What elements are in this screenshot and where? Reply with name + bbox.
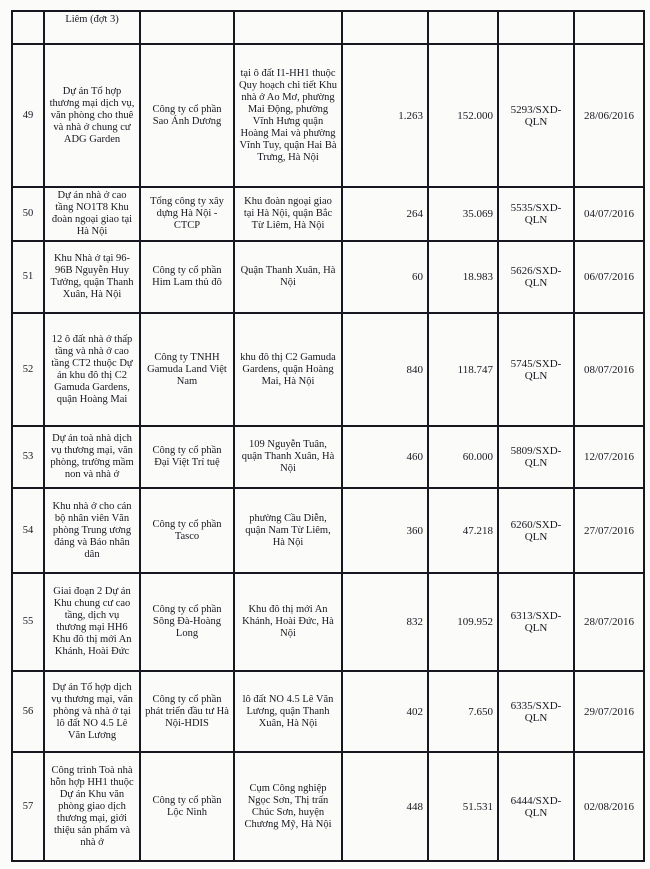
- project-name-cell: Liêm (đợt 3): [44, 11, 140, 44]
- project-table-body: [12, 11, 644, 861]
- quantity-cell: 60: [342, 241, 428, 313]
- date-cell: 06/07/2016: [574, 241, 644, 313]
- amount-cell: 152.000: [428, 44, 498, 187]
- document-number-cell: 5745/SXD-QLN: [498, 313, 574, 426]
- row-number-cell: 54: [12, 488, 44, 573]
- table-row: [12, 573, 644, 671]
- document-number-cell: 6260/SXD-QLN: [498, 488, 574, 573]
- address-cell: Khu đoàn ngoại giao tại Hà Nội, quận Bắc Từ Liêm, Hà Nội: [234, 187, 342, 241]
- project-name-cell: Giai đoạn 2 Dự án Khu chung cư cao tầng, dịch vụ thương mại HH6 Khu đô thị mới An Khánh, Hoài Đức: [44, 573, 140, 671]
- date-cell: 27/07/2016: [574, 488, 644, 573]
- investor-cell: [140, 11, 234, 44]
- quantity-cell: 448: [342, 752, 428, 861]
- document-number-cell: 6444/SXD-QLN: [498, 752, 574, 861]
- quantity-cell: [342, 11, 428, 44]
- table-row: [12, 488, 644, 573]
- row-number-cell: 55: [12, 573, 44, 671]
- address-cell: khu đô thị C2 Gamuda Gardens, quận Hoàng Mai, Hà Nội: [234, 313, 342, 426]
- quantity-cell: 1.263: [342, 44, 428, 187]
- amount-cell: 18.983: [428, 241, 498, 313]
- investor-cell: Công ty TNHH Gamuda Land Việt Nam: [140, 313, 234, 426]
- table-row: [12, 752, 644, 861]
- amount-cell: [428, 11, 498, 44]
- document-number-cell: 5293/SXD-QLN: [498, 44, 574, 187]
- amount-cell: 47.218: [428, 488, 498, 573]
- row-number-cell: [12, 11, 44, 44]
- date-cell: 29/07/2016: [574, 671, 644, 752]
- project-name-cell: Khu Nhà ở tại 96-96B Nguyễn Huy Tưởng, quận Thanh Xuân, Hà Nội: [44, 241, 140, 313]
- document-number-cell: 5626/SXD-QLN: [498, 241, 574, 313]
- row-number-cell: 49: [12, 44, 44, 187]
- investor-cell: Tổng công ty xây dựng Hà Nội - CTCP: [140, 187, 234, 241]
- quantity-cell: 840: [342, 313, 428, 426]
- amount-cell: 60.000: [428, 426, 498, 488]
- date-cell: 02/08/2016: [574, 752, 644, 861]
- address-cell: tại ô đất I1-HH1 thuộc Quy hoạch chi tiết Khu nhà ở Ao Mơ, phường Mai Động, phường Vĩnh Hưng quận Hoàng Mai và phường Vĩnh Tuy, quận Hai Bà Trưng, Hà Nội: [234, 44, 342, 187]
- document-number-cell: 6335/SXD-QLN: [498, 671, 574, 752]
- project-name-cell: Dự án Tổ hợp thương mại dịch vụ, văn phòng cho thuê và nhà ở chung cư ADG Garden: [44, 44, 140, 187]
- address-cell: Cụm Công nghiệp Ngọc Sơn, Thị trấn Chúc Sơn, huyện Chương Mỹ, Hà Nội: [234, 752, 342, 861]
- row-number-cell: 51: [12, 241, 44, 313]
- table-row: [12, 671, 644, 752]
- row-number-cell: 56: [12, 671, 44, 752]
- project-name-cell: 12 ô đất nhà ở thấp tầng và nhà ở cao tầng CT2 thuộc Dự án khu đô thị C2 Gamuda Gardens, quận Hoàng Mai: [44, 313, 140, 426]
- quantity-cell: 360: [342, 488, 428, 573]
- address-cell: Quận Thanh Xuân, Hà Nội: [234, 241, 342, 313]
- quantity-cell: 832: [342, 573, 428, 671]
- address-cell: [234, 11, 342, 44]
- date-cell: 08/07/2016: [574, 313, 644, 426]
- address-cell: 109 Nguyễn Tuân, quận Thanh Xuân, Hà Nội: [234, 426, 342, 488]
- date-cell: 12/07/2016: [574, 426, 644, 488]
- project-name-cell: Dự án Tổ hợp dịch vụ thương mại, văn phòng và nhà ở tại lô đất NO 4.5 Lê Văn Lương: [44, 671, 140, 752]
- amount-cell: 118.747: [428, 313, 498, 426]
- row-number-cell: 50: [12, 187, 44, 241]
- amount-cell: 51.531: [428, 752, 498, 861]
- table-row: [12, 426, 644, 488]
- quantity-cell: 460: [342, 426, 428, 488]
- table-row: [12, 44, 644, 187]
- quantity-cell: 402: [342, 671, 428, 752]
- address-cell: lô đất NO 4.5 Lê Văn Lương, quận Thanh Xuân, Hà Nội: [234, 671, 342, 752]
- row-number-cell: 53: [12, 426, 44, 488]
- row-number-cell: 57: [12, 752, 44, 861]
- date-cell: 04/07/2016: [574, 187, 644, 241]
- continuation-table-row: [12, 11, 644, 44]
- address-cell: phường Cầu Diễn, quận Nam Từ Liêm, Hà Nội: [234, 488, 342, 573]
- amount-cell: 109.952: [428, 573, 498, 671]
- investor-cell: Công ty cổ phần Lộc Ninh: [140, 752, 234, 861]
- date-cell: 28/07/2016: [574, 573, 644, 671]
- project-approval-table: [11, 10, 645, 862]
- quantity-cell: 264: [342, 187, 428, 241]
- document-number-cell: 5535/SXD-QLN: [498, 187, 574, 241]
- document-number-cell: 5809/SXD-QLN: [498, 426, 574, 488]
- investor-cell: Công ty cổ phần Tasco: [140, 488, 234, 573]
- table-row: [12, 241, 644, 313]
- amount-cell: 35.069: [428, 187, 498, 241]
- investor-cell: Công ty cổ phần Him Lam thủ đô: [140, 241, 234, 313]
- investor-cell: Công ty cổ phần Sông Đà-Hoàng Long: [140, 573, 234, 671]
- table-row: [12, 187, 644, 241]
- investor-cell: Công ty cổ phần phát triển đầu tư Hà Nội-HDIS: [140, 671, 234, 752]
- table-row: [12, 313, 644, 426]
- address-cell: Khu đô thị mới An Khánh, Hoài Đức, Hà Nội: [234, 573, 342, 671]
- document-number-cell: 6313/SXD-QLN: [498, 573, 574, 671]
- project-name-cell: Dự án nhà ở cao tầng NO1T8 Khu đoàn ngoại giao tại Hà Nội: [44, 187, 140, 241]
- project-name-cell: Dự án toà nhà dịch vụ thương mại, văn phòng, trường mầm non và nhà ở: [44, 426, 140, 488]
- project-name-cell: Khu nhà ở cho cán bộ nhân viên Văn phòng Trung ương đảng và Báo nhân dân: [44, 488, 140, 573]
- investor-cell: Công ty cổ phần Sao Ánh Dương: [140, 44, 234, 187]
- investor-cell: Công ty cổ phần Đại Việt Trí tuệ: [140, 426, 234, 488]
- date-cell: 28/06/2016: [574, 44, 644, 187]
- amount-cell: 7.650: [428, 671, 498, 752]
- project-name-cell: Công trình Toà nhà hỗn hợp HH1 thuộc Dự án Khu văn phòng giao dịch thương mại, giới thiệu sản phẩm và nhà ở: [44, 752, 140, 861]
- row-number-cell: 52: [12, 313, 44, 426]
- document-number-cell: [498, 11, 574, 44]
- date-cell: [574, 11, 644, 44]
